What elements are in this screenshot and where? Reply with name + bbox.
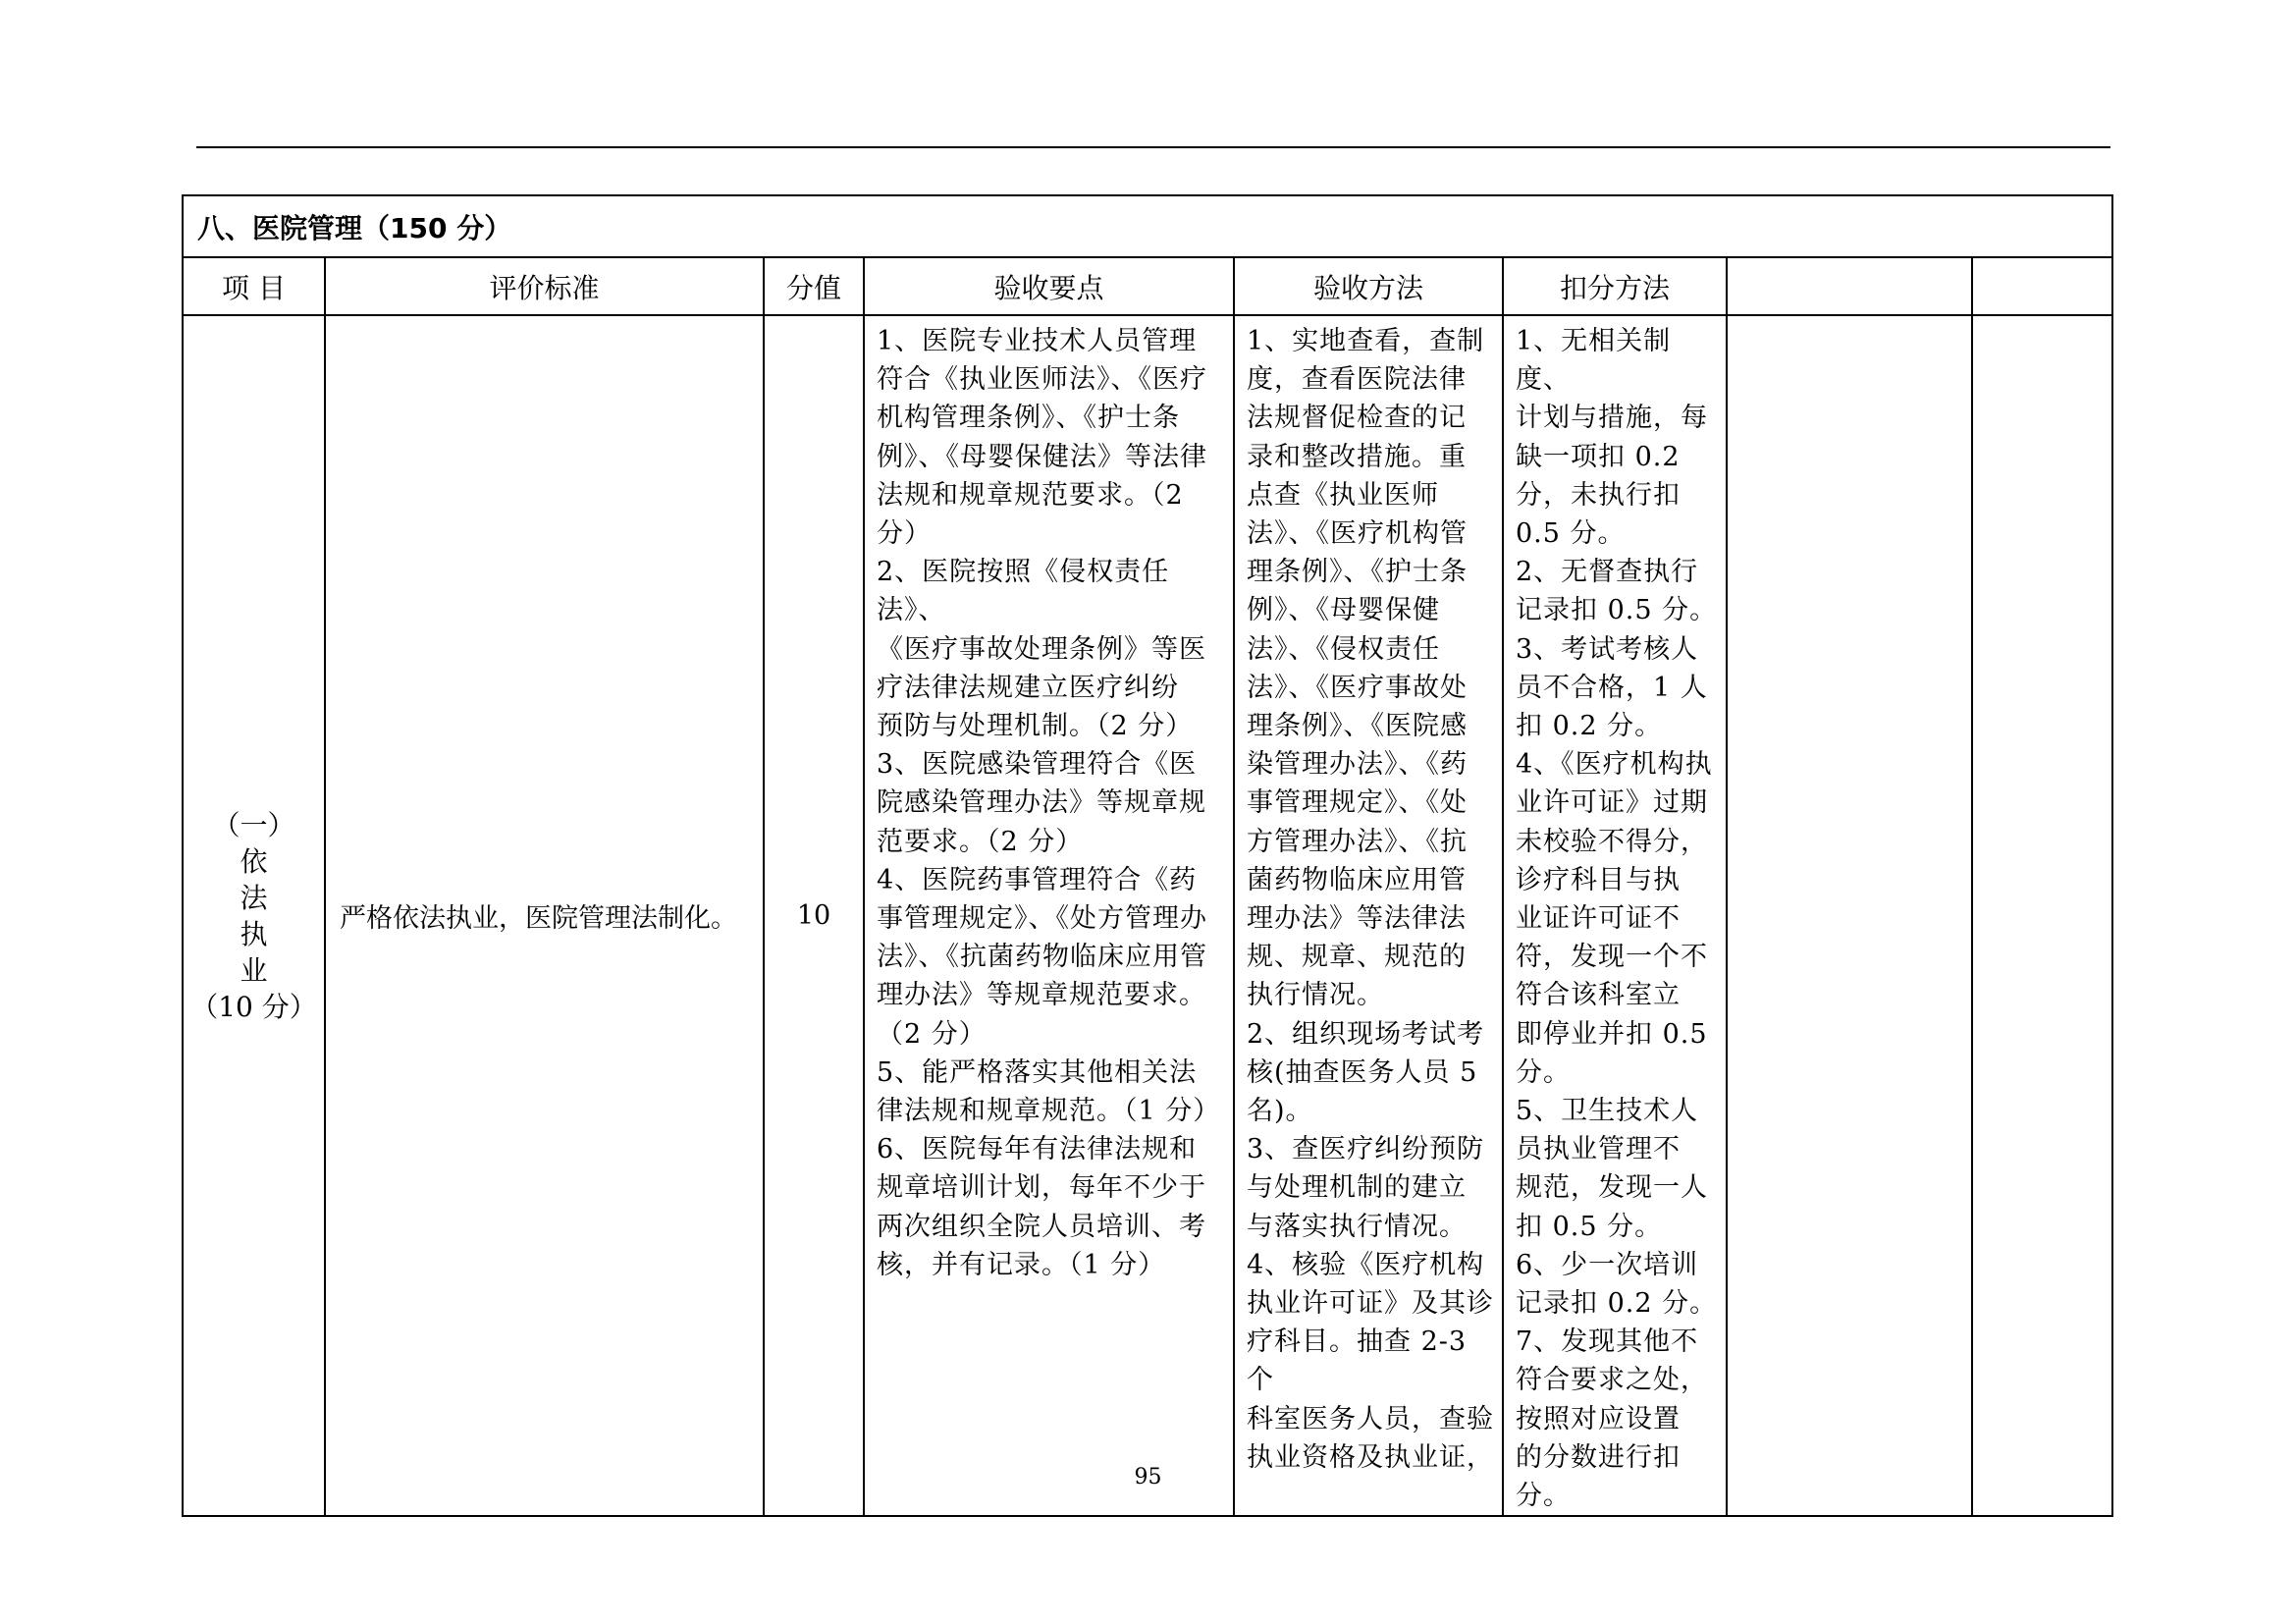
deduction-text: 1、无相关制度、 计划与措施，每 缺一项扣 0.2 分，未执行扣 0.5 分。 2、无督查执行 记录扣 0.5 分。 3、考试考核人 员不合格，1 人 扣 0.2 分。 4、《医疗机构执 业许可证》过期 未校验不得分， 诊疗科目与执 业证许可证不 符，发现一个不 符合该科室立 即停业并扣 0.5 分。 5、卫生技术人 员执业管理不 规范，发现一人 扣 0.5 分。 6、少一次培训 记录扣 0.2 分。 7、发现其他不 符合要求之处， 按照对应设置 的分数进行扣 分。 bbox=[1516, 326, 1718, 1512]
key-points-text: 1、医院专业技术人员管理 符合《执业医师法》、《医疗 机构管理条例》、《护士条 例》、《母婴保健法》等法律 法规和规章规范要求。（2 分） 2、医院按照《侵权责任法》、 《医疗事故处理条例》等医 疗法律法规建立医疗纠纷 预防与处理机制。（2 分） 3、医院感染管理符合《医 院感染管理办法》等规章规 范要求。（2 分） 4、医院药事管理符合《药 事管理规定》、《处方管理办 法》、《抗菌药物临床应用管 理办法》等规章规范要求。 （2 分） 5、能严格落实其他相关法 律法规和规章规范。（1 分） 6、医院每年有法律法规和 规章培训计划，每年不少于 两次组织全院人员培训、考 核，并有记录。（1 分） bbox=[877, 326, 1221, 1280]
deduction-cell bbox=[1503, 315, 1727, 1516]
header-method: 验收方法 bbox=[1234, 257, 1503, 315]
method-text: 1、实地查看，查制 度，查看医院法律 法规督促检查的记 录和整改措施。重 点查《执业医师 法》、《医疗机构管 理条例》、《护士条 例》、《母婴保健 法》、《侵权责任 法》、《医疗事故处 理条例》、《医院感 染管理办法》、《药 事管理规定》、《处 方管理办法》、《抗 菌药物临床应用管 理办法》等法律法 规、规章、规范的 执行情况。 2、组织现场考试考 核(抽查医务人员 5 名)。 3、查医疗纠纷预防 与处理机制的建立 与落实执行情况。 4、核验《医疗机构 执业许可证》及其诊 疗科目。抽查 2-3 个 科室医务人员，查验 执业资格及执业证， bbox=[1247, 326, 1494, 1473]
header-rule bbox=[196, 146, 2110, 148]
section-title: 八、医院管理（150 分） bbox=[183, 195, 2112, 257]
page-number: 95 bbox=[1134, 1465, 1162, 1489]
score-cell: 10 bbox=[764, 315, 864, 1516]
criterion-cell: 严格依法执业，医院管理法制化。 bbox=[325, 315, 764, 1516]
extra-cell-1 bbox=[1727, 315, 1972, 1516]
header-score: 分值 bbox=[764, 257, 864, 315]
header-deduction: 扣分方法 bbox=[1503, 257, 1727, 315]
header-criterion: 评价标准 bbox=[325, 257, 764, 315]
evaluation-table bbox=[182, 194, 2113, 1517]
extra-cell-2 bbox=[1972, 315, 2112, 1516]
header-extra-2 bbox=[1972, 257, 2112, 315]
section-title-row bbox=[183, 195, 2112, 257]
header-key-points: 验收要点 bbox=[864, 257, 1234, 315]
item-cell: （一） 依 法 执 业 （10 分） bbox=[183, 315, 325, 1516]
table-row bbox=[183, 315, 2112, 1516]
method-cell bbox=[1234, 315, 1503, 1516]
evaluation-table-sheet bbox=[182, 194, 2111, 1517]
header-item: 项 目 bbox=[183, 257, 325, 315]
table-header-row bbox=[183, 257, 2112, 315]
key-points-cell bbox=[864, 315, 1234, 1516]
header-extra-1 bbox=[1727, 257, 1972, 315]
